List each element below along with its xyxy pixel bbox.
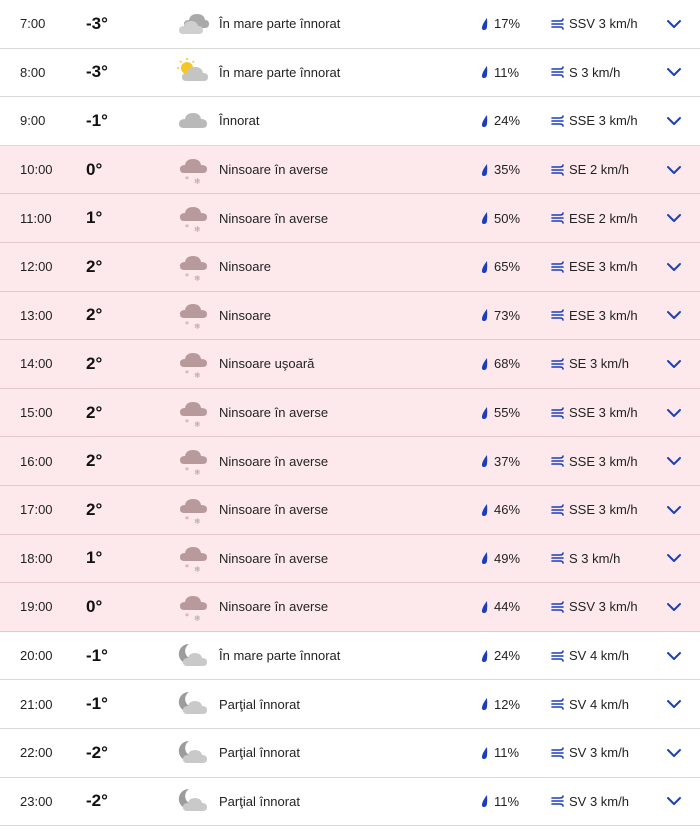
- hour-temperature: 2°: [86, 402, 103, 422]
- precipitation: [480, 697, 520, 712]
- wind-value: SE 2 km/h: [569, 162, 629, 178]
- hour-temperature: 1°: [86, 208, 103, 228]
- precipitation-value: 68%: [494, 356, 521, 372]
- forecast-row[interactable]: [0, 583, 700, 632]
- hour-temperature: 2°: [86, 451, 103, 471]
- precipitation: [480, 648, 520, 663]
- precipitation-value: 12%: [494, 696, 521, 712]
- snow-cloud-icon: [176, 252, 210, 282]
- moon-cloud-icon: [176, 689, 210, 719]
- wind: [551, 259, 638, 274]
- weather-condition: Ninsoare: [219, 259, 272, 275]
- raindrop-icon: [480, 163, 490, 177]
- hour-temperature: -3°: [86, 62, 108, 82]
- wind: [551, 794, 629, 809]
- hour-temperature: -2°: [86, 742, 108, 762]
- hour-temperature: 0°: [86, 596, 103, 616]
- svg-text:*: *: [185, 320, 189, 330]
- chevron-down-icon[interactable]: [666, 408, 682, 418]
- hour-time: 11:00: [20, 210, 52, 226]
- wind-value: SSE 3 km/h: [569, 405, 638, 421]
- hour-temperature: 1°: [86, 548, 103, 568]
- forecast-row[interactable]: [0, 778, 700, 827]
- wind-value: SSV 3 km/h: [569, 599, 638, 615]
- weather-condition: Ninsoare în averse: [219, 550, 329, 566]
- raindrop-icon: [480, 551, 490, 565]
- hour-time: 13:00: [20, 307, 53, 323]
- hour-time: 12:00: [20, 259, 53, 275]
- wind-icon: [551, 455, 565, 467]
- precipitation: [480, 211, 520, 226]
- chevron-down-icon[interactable]: [666, 651, 682, 661]
- svg-text:*: *: [185, 174, 189, 184]
- svg-text:*: *: [185, 271, 189, 281]
- forecast-row[interactable]: [0, 194, 700, 243]
- precipitation: [480, 502, 520, 517]
- weather-condition: Parţial înnorat: [219, 793, 300, 809]
- precipitation-value: 73%: [494, 307, 521, 323]
- svg-text:*: *: [185, 514, 189, 524]
- svg-text:❄: ❄: [194, 225, 201, 234]
- snow-cloud-icon: [176, 446, 210, 476]
- svg-text:❄: ❄: [194, 419, 201, 428]
- weather-condition: În mare parte înnorat: [219, 64, 341, 80]
- svg-text:❄: ❄: [194, 176, 201, 185]
- hour-temperature: 0°: [86, 159, 103, 179]
- wind-icon: [551, 18, 565, 30]
- raindrop-icon: [480, 357, 490, 371]
- wind-value: ESE 3 km/h: [569, 307, 638, 323]
- precipitation: [480, 454, 520, 469]
- wind-value: SSE 3 km/h: [569, 113, 638, 129]
- svg-text:*: *: [185, 368, 189, 378]
- snow-cloud-icon: [176, 349, 210, 379]
- wind-value: S 3 km/h: [569, 550, 621, 566]
- snow-cloud-icon: [176, 543, 210, 573]
- weather-condition: Ninsoare în averse: [219, 453, 329, 469]
- chevron-down-icon[interactable]: [666, 310, 682, 320]
- wind-icon: [551, 504, 565, 516]
- svg-text:*: *: [185, 563, 189, 573]
- svg-text:*: *: [185, 611, 189, 621]
- wind: [551, 211, 638, 226]
- precipitation: [480, 599, 520, 614]
- wind-value: SSE 3 km/h: [569, 453, 638, 469]
- cloudy-icon: [176, 9, 210, 39]
- wind-value: S 3 km/h: [569, 64, 621, 80]
- wind-value: ESE 2 km/h: [569, 210, 638, 226]
- chevron-down-icon[interactable]: [666, 456, 682, 466]
- chevron-down-icon[interactable]: [666, 796, 682, 806]
- raindrop-icon: [480, 260, 490, 274]
- raindrop-icon: [480, 406, 490, 420]
- hour-time: 16:00: [20, 453, 53, 469]
- precipitation: [480, 356, 520, 371]
- wind: [551, 162, 629, 177]
- forecast-row[interactable]: [0, 729, 700, 778]
- hour-time: 22:00: [20, 745, 53, 761]
- wind-value: SV 3 km/h: [569, 745, 629, 761]
- raindrop-icon: [480, 454, 490, 468]
- svg-text:*: *: [185, 466, 189, 476]
- chevron-down-icon[interactable]: [666, 19, 682, 29]
- precipitation: [480, 308, 520, 323]
- weather-condition: Ninsoare în averse: [219, 405, 329, 421]
- precipitation: [480, 794, 519, 809]
- raindrop-icon: [480, 746, 490, 760]
- weather-condition: Ninsoare în averse: [219, 502, 329, 518]
- precipitation-value: 55%: [494, 405, 521, 421]
- hour-temperature: -1°: [86, 110, 108, 130]
- chevron-down-icon[interactable]: [666, 165, 682, 175]
- wind-icon: [551, 358, 565, 370]
- forecast-row[interactable]: [0, 340, 700, 389]
- svg-text:*: *: [185, 417, 189, 427]
- precipitation-value: 17%: [494, 16, 521, 32]
- chevron-down-icon[interactable]: [666, 699, 682, 709]
- wind-icon: [551, 407, 565, 419]
- precipitation: [480, 162, 520, 177]
- wind-value: SV 4 km/h: [569, 648, 629, 664]
- forecast-row[interactable]: [0, 535, 700, 584]
- chevron-down-icon[interactable]: [666, 748, 682, 758]
- svg-text:❄: ❄: [194, 273, 201, 282]
- wind-value: ESE 3 km/h: [569, 259, 638, 275]
- hour-time: 10:00: [20, 162, 53, 178]
- raindrop-icon: [480, 308, 490, 322]
- precipitation-value: 35%: [494, 162, 521, 178]
- wind-icon: [551, 309, 565, 321]
- forecast-row[interactable]: [0, 389, 700, 438]
- chevron-down-icon[interactable]: [666, 262, 682, 272]
- moon-cloud-icon: [176, 786, 210, 816]
- svg-text:❄: ❄: [194, 516, 201, 525]
- raindrop-icon: [480, 794, 490, 808]
- chevron-down-icon[interactable]: [666, 116, 682, 126]
- weather-condition: Ninsoare în averse: [219, 162, 329, 178]
- hour-time: 9:00: [20, 113, 46, 129]
- precipitation-value: 11%: [494, 64, 520, 80]
- wind-icon: [551, 747, 565, 759]
- wind: [551, 454, 638, 469]
- moon-cloud-icon: [176, 738, 210, 768]
- svg-text:❄: ❄: [194, 322, 201, 331]
- hour-time: 17:00: [20, 502, 53, 518]
- precipitation: [480, 259, 520, 274]
- raindrop-icon: [480, 17, 490, 31]
- hour-time: 8:00: [20, 64, 46, 80]
- wind-value: SE 3 km/h: [569, 356, 629, 372]
- svg-text:❄: ❄: [194, 613, 201, 622]
- svg-text:❄: ❄: [194, 565, 201, 574]
- wind-value: SV 4 km/h: [569, 696, 629, 712]
- hour-time: 7:00: [20, 16, 46, 32]
- hour-time: 18:00: [20, 550, 53, 566]
- raindrop-icon: [480, 697, 490, 711]
- snow-cloud-icon: [176, 155, 210, 185]
- wind: [551, 502, 638, 517]
- precipitation-value: 11%: [494, 793, 520, 809]
- forecast-row[interactable]: [0, 437, 700, 486]
- hour-time: 20:00: [20, 648, 53, 664]
- snow-cloud-icon: [176, 203, 210, 233]
- precipitation-value: 65%: [494, 259, 521, 275]
- precipitation: [480, 745, 519, 760]
- weather-condition: În mare parte înnorat: [219, 16, 341, 32]
- wind: [551, 745, 629, 760]
- weather-condition: Ninsoare uşoară: [219, 356, 315, 372]
- weather-condition: Înnorat: [219, 113, 260, 129]
- raindrop-icon: [480, 114, 490, 128]
- hour-temperature: 2°: [86, 353, 103, 373]
- wind-value: SSV 3 km/h: [569, 16, 638, 32]
- wind: [551, 16, 638, 31]
- precipitation: [480, 113, 520, 128]
- precipitation-value: 50%: [494, 210, 521, 226]
- forecast-row[interactable]: [0, 292, 700, 341]
- forecast-row[interactable]: [0, 632, 700, 681]
- wind: [551, 599, 638, 614]
- wind-icon: [551, 66, 565, 78]
- wind: [551, 113, 638, 128]
- wind-icon: [551, 261, 565, 273]
- chevron-down-icon[interactable]: [666, 505, 682, 515]
- moon-cloud-icon: [176, 641, 210, 671]
- precipitation-value: 11%: [494, 745, 520, 761]
- precipitation-value: 44%: [494, 599, 521, 615]
- weather-condition: Parţial înnorat: [219, 696, 300, 712]
- chevron-down-icon[interactable]: [666, 553, 682, 563]
- svg-text:*: *: [185, 223, 189, 233]
- wind-icon: [551, 601, 565, 613]
- precipitation: [480, 16, 520, 31]
- hour-time: 21:00: [20, 696, 53, 712]
- forecast-row[interactable]: [0, 486, 700, 535]
- chevron-down-icon[interactable]: [666, 67, 682, 77]
- svg-text:❄: ❄: [194, 370, 201, 379]
- weather-condition: Ninsoare în averse: [219, 210, 329, 226]
- precipitation-value: 37%: [494, 453, 521, 469]
- wind: [551, 308, 638, 323]
- raindrop-icon: [480, 600, 490, 614]
- wind-icon: [551, 698, 565, 710]
- snow-cloud-icon: [176, 300, 210, 330]
- wind-value: SSE 3 km/h: [569, 502, 638, 518]
- forecast-row[interactable]: [0, 0, 700, 49]
- raindrop-icon: [480, 503, 490, 517]
- hour-temperature: -3°: [86, 13, 108, 33]
- precipitation: [480, 65, 519, 80]
- precipitation-value: 49%: [494, 550, 521, 566]
- hour-temperature: 2°: [86, 305, 103, 325]
- forecast-row[interactable]: [0, 49, 700, 98]
- snow-cloud-icon: [176, 398, 210, 428]
- raindrop-icon: [480, 65, 490, 79]
- hour-time: 19:00: [20, 599, 53, 615]
- hour-temperature: -2°: [86, 791, 108, 811]
- hour-temperature: -1°: [86, 694, 108, 714]
- wind: [551, 648, 629, 663]
- hour-time: 14:00: [20, 356, 53, 372]
- precipitation: [480, 405, 520, 420]
- wind-icon: [551, 650, 565, 662]
- hour-temperature: 2°: [86, 256, 103, 276]
- wind-icon: [551, 552, 565, 564]
- raindrop-icon: [480, 211, 490, 225]
- snow-cloud-icon: [176, 592, 210, 622]
- precipitation-value: 46%: [494, 502, 521, 518]
- chevron-down-icon[interactable]: [666, 213, 682, 223]
- wind: [551, 697, 629, 712]
- chevron-down-icon[interactable]: [666, 602, 682, 612]
- raindrop-icon: [480, 649, 490, 663]
- overcast-icon: [176, 106, 210, 136]
- forecast-row[interactable]: [0, 680, 700, 729]
- weather-condition: Parţial înnorat: [219, 745, 300, 761]
- hour-time: 23:00: [20, 793, 53, 809]
- weather-condition: Ninsoare în averse: [219, 599, 329, 615]
- wind: [551, 551, 620, 566]
- wind: [551, 65, 620, 80]
- weather-condition: Ninsoare: [219, 307, 272, 323]
- precipitation: [480, 551, 520, 566]
- precipitation-value: 24%: [494, 648, 521, 664]
- hour-temperature: -1°: [86, 645, 108, 665]
- forecast-row[interactable]: [0, 243, 700, 292]
- forecast-row[interactable]: [0, 97, 700, 146]
- sun-cloud-icon: [176, 57, 210, 87]
- hour-time: 15:00: [20, 405, 53, 421]
- snow-cloud-icon: [176, 495, 210, 525]
- chevron-down-icon[interactable]: [666, 359, 682, 369]
- wind-value: SV 3 km/h: [569, 793, 629, 809]
- forecast-row[interactable]: [0, 146, 700, 195]
- hour-temperature: 2°: [86, 499, 103, 519]
- wind-icon: [551, 795, 565, 807]
- wind-icon: [551, 115, 565, 127]
- weather-condition: În mare parte înnorat: [219, 648, 341, 664]
- svg-text:❄: ❄: [194, 468, 201, 477]
- wind-icon: [551, 212, 565, 224]
- wind-icon: [551, 164, 565, 176]
- wind: [551, 356, 629, 371]
- precipitation-value: 24%: [494, 113, 521, 129]
- wind: [551, 405, 638, 420]
